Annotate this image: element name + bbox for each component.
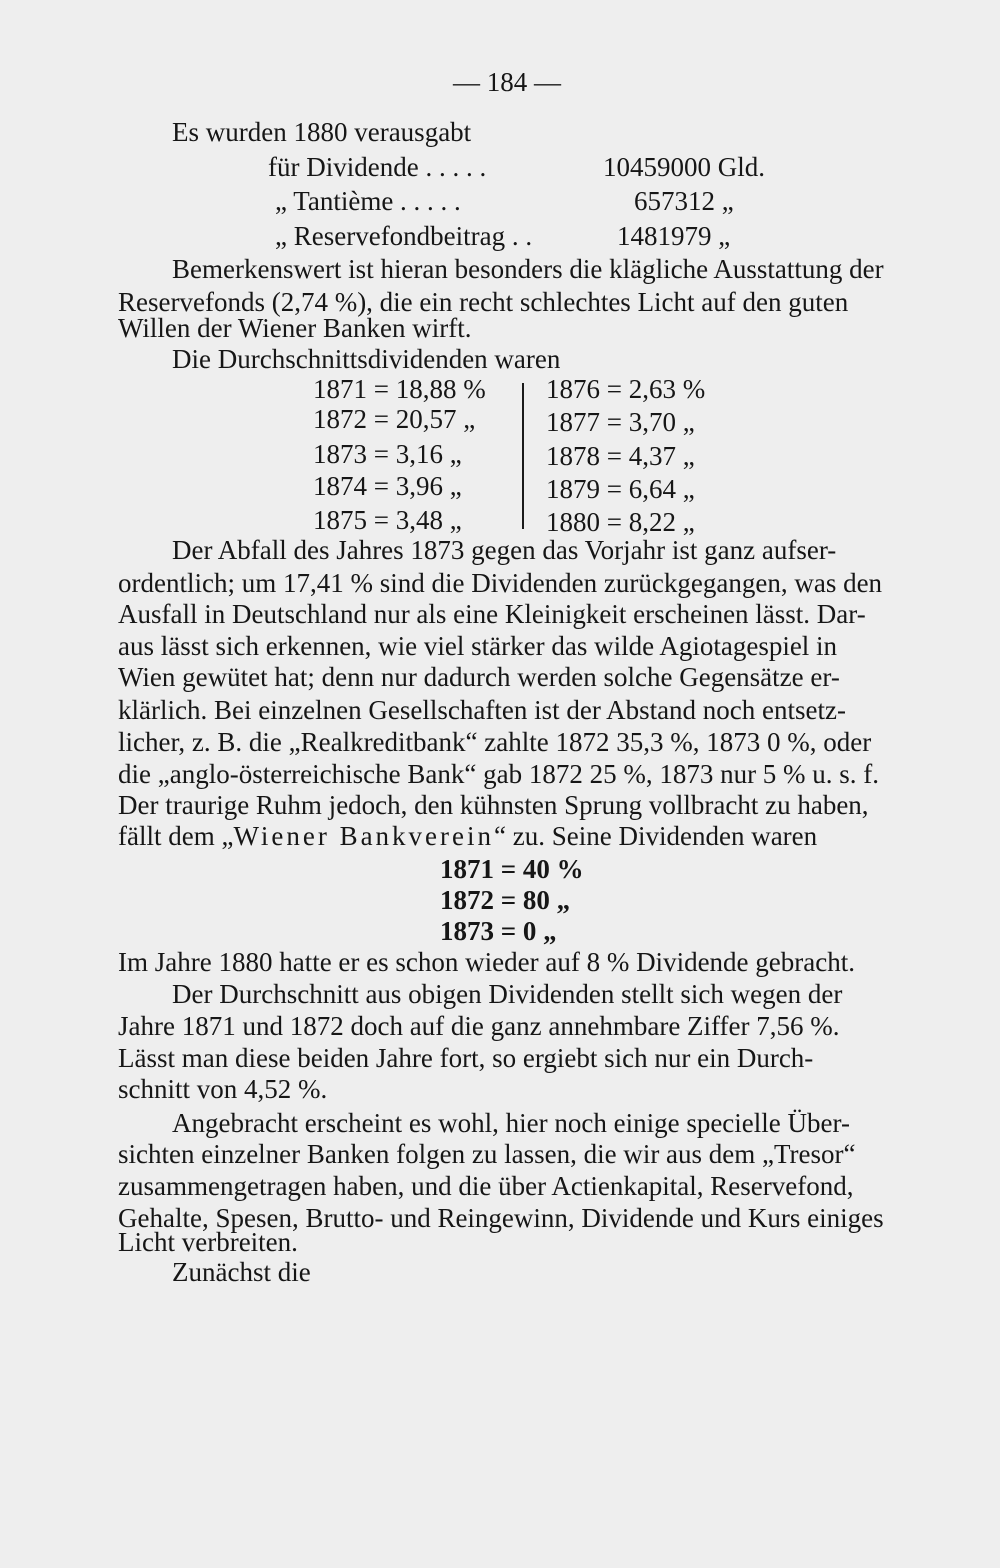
paragraph-line: Der Abfall des Jahres 1873 gegen das Vorjahr ist ganz aufser- — [172, 535, 837, 565]
avg-right-row: 1880 = 8,22 „ — [546, 507, 695, 537]
expenditure-amount: 10459000 Gld. — [603, 152, 765, 182]
paragraph-line: die „anglo-österreichische Bank“ gab 1872 25 %, 1873 nur 5 % u. s. f. — [118, 759, 880, 789]
paragraph-line: klärlich. Bei einzelnen Gesellschaften ist der Abstand noch entsetz- — [118, 695, 846, 725]
expenditure-label: für Dividende . . . . . — [268, 152, 487, 182]
spaced-bank-name: Wiener Bankverein — [233, 821, 495, 851]
avg-intro: Die Durchschnittsdividenden waren — [172, 344, 561, 374]
expenditure-amount: 1481979 „ — [617, 221, 731, 251]
avg-right-row: 1876 = 2,63 % — [546, 374, 706, 404]
avg-left-row: 1871 = 18,88 % — [313, 374, 486, 404]
paragraph-line: zusammengetragen haben, und die über Actienkapital, Reservefond, — [118, 1171, 854, 1201]
text-run: “ zu. Seine Dividenden waren — [494, 821, 818, 851]
closing-line: Zunächst die — [172, 1257, 311, 1287]
expenditure-label: „ Reservefondbeitrag . . — [275, 221, 533, 251]
column-divider — [522, 383, 524, 529]
paragraph-line: Ausfall in Deutschland nur als eine Kleinigkeit erscheinen lässt. Dar- — [118, 599, 866, 629]
paragraph-line: Willen der Wiener Banken wirft. — [118, 313, 472, 343]
paragraph-line: Lässt man diese beiden Jahre fort, so ergiebt sich nur ein Durch- — [118, 1043, 814, 1073]
expenditure-label: „ Tantième . . . . . — [275, 186, 461, 216]
avg-right-row: 1878 = 4,37 „ — [546, 441, 695, 471]
paragraph-line — [118, 820, 817, 852]
page-number: — 184 — — [453, 67, 561, 97]
expenditure-amount: 657312 „ — [634, 186, 734, 216]
text-run: fällt dem „ — [118, 821, 234, 851]
paragraph-line: Licht verbreiten. — [118, 1227, 298, 1257]
paragraph-line: Angebracht erscheint es wohl, hier noch einige specielle Über- — [172, 1108, 850, 1138]
avg-right-row: 1877 = 3,70 „ — [546, 407, 695, 437]
wbv-dividend-row: 1871 = 40 % — [440, 854, 584, 884]
paragraph-line: Im Jahre 1880 hatte er es schon wieder auf 8 % Dividende gebracht. — [118, 947, 855, 977]
avg-left-row: 1873 = 3,16 „ — [313, 439, 462, 469]
paragraph-line: Wien gewütet hat; denn nur dadurch werden solche Gegensätze er- — [118, 662, 840, 692]
paragraph-line: Jahre 1871 und 1872 doch auf die ganz annehmbare Ziffer 7,56 %. — [118, 1011, 840, 1041]
avg-left-row: 1875 = 3,48 „ — [313, 505, 462, 535]
intro-line: Es wurden 1880 verausgabt — [172, 117, 472, 147]
avg-left-row: 1872 = 20,57 „ — [313, 404, 476, 434]
avg-right-row: 1879 = 6,64 „ — [546, 474, 695, 504]
paragraph-line: licher, z. B. die „Realkreditbank“ zahlte 1872 35,3 %, 1873 0 %, oder — [118, 727, 872, 757]
paragraph-line: Gehalte, Spesen, Brutto- und Reingewinn, Dividende und Kurs einiges — [118, 1203, 884, 1233]
paragraph-line: Der Durchschnitt aus obigen Dividenden stellt sich wegen der — [172, 979, 843, 1009]
paragraph-line: Der traurige Ruhm jedoch, den kühnsten Sprung vollbracht zu haben, — [118, 790, 869, 820]
wbv-dividend-row: 1872 = 80 „ — [440, 885, 571, 915]
paragraph-line: Reservefonds (2,74 %), die ein recht schlechtes Licht auf den guten — [118, 287, 849, 317]
avg-left-row: 1874 = 3,96 „ — [313, 471, 462, 501]
paragraph-line: ordentlich; um 17,41 % sind die Dividenden zurückgegangen, was den — [118, 568, 883, 598]
paragraph-line: sichten einzelner Banken folgen zu lassen, die wir aus dem „Tresor“ — [118, 1139, 856, 1169]
paragraph-line: aus lässt sich erkennen, wie viel stärker das wilde Agiotagespiel in — [118, 631, 838, 661]
wbv-dividend-row: 1873 = 0 „ — [440, 916, 557, 946]
paragraph-line: schnitt von 4,52 %. — [118, 1074, 328, 1104]
paragraph-line: Bemerkenswert ist hieran besonders die klägliche Ausstattung der — [172, 254, 884, 284]
